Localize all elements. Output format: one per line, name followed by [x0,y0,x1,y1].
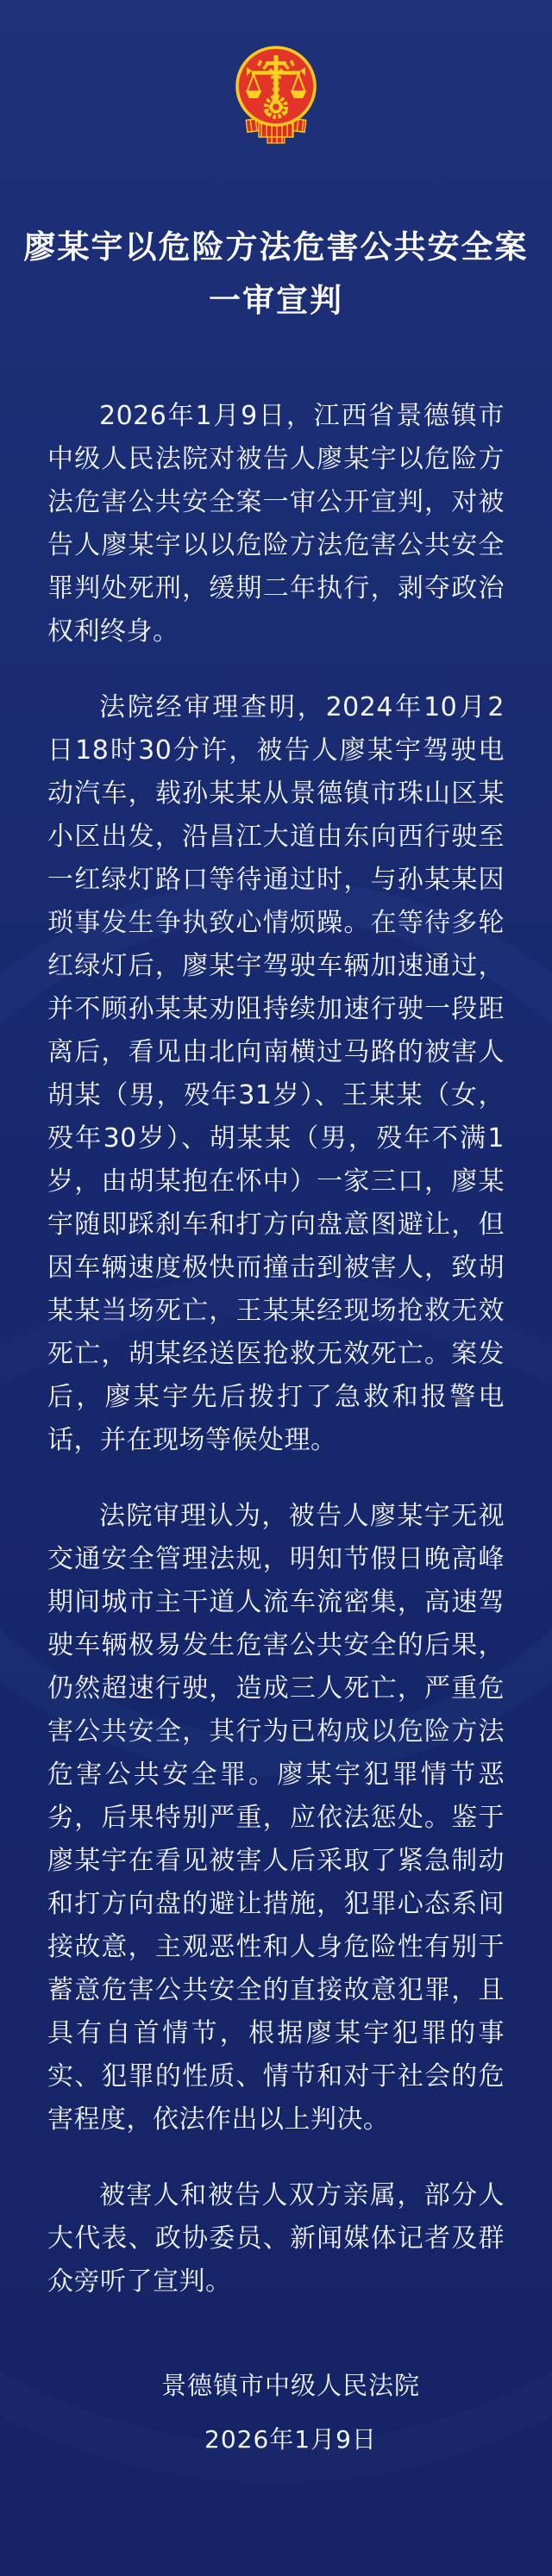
page-title-line-2: 一审宣判 [209,282,343,319]
page-title-line-1: 廖某宇以危险方法危害公共安全案 [23,228,529,266]
paragraph-verdict: 2026年1月9日，江西省景德镇市中级人民法院对被告人廖某宇以危险方法危害公共安全案一审公开宣判，对被告人廖某宇以以危险方法危害公共安全罪判处死刑，缓期二年执行，剥夺政治权利终身。 [47,401,505,647]
court-signature: 景德镇市中级人民法院 [160,2371,420,2400]
paragraph-facts-found: 法院经审理查明，2024年10月2日18时30分许，被告人廖某宇驾驶电动汽车，载孙某某从景德镇市珠山区某小区出发，沿昌江大道由东向西行驶至一红绿灯路口等待通过时，与孙某某因琐事发生争执致心情烦躁。在等待多轮红绿灯后，廖某宇驾驶车辆加速通过，并不顾孙某某劝阻持续加速行驶一段距离后，看见由北向南横过马路的被害人胡某（男，殁年31岁）、王某某（女，殁年30岁）、胡某某（男，殁年不满1岁，由胡某抱在怀中）一家三口，廖某宇随即踩刹车和打方向盘意图避让，但因车辆速度极快而撞击到被害人，致胡某某当场死亡，王某某经现场抢救无效死亡，胡某经送医抢救无效死亡。案发后，廖某宇先后拨打了急救和报警电话，并在现场等候处理。 [47,692,505,1455]
signature-block [15,2368,552,2456]
paragraph-court-reasoning: 法院审理认为，被告人廖某宇无视交通安全管理法规，明知节假日晚高峰期间城市主干道人流车流密集，高速驾驶车辆极易发生危害公共安全的后果，仍然超速行驶，造成三人死亡，严重危害公共安全，其行为已构成以危险方法危害公共安全罪。廖某宇犯罪情节恶劣，后果特别严重，应依法惩处。鉴于廖某宇在看见被害人后采取了紧急制动和打方向盘的避让措施，犯罪心态系间接故意，主观恶性和人身危险性有别于蓄意危害公共安全的直接故意犯罪，且具有自首情节，根据廖某宇犯罪的事实、犯罪的性质、情节和对于社会的危害程度，依法作出以上判决。 [47,1501,505,2135]
page-title [0,221,552,328]
court-emblem-icon [223,38,329,145]
announcement-body [47,395,505,2304]
announcement-date: 2026年1月9日 [204,2425,377,2454]
paragraph-attendees: 被害人和被告人双方亲属，部分人大代表、政协委员、新闻媒体记者及群众旁听了宣判。 [47,2180,505,2297]
